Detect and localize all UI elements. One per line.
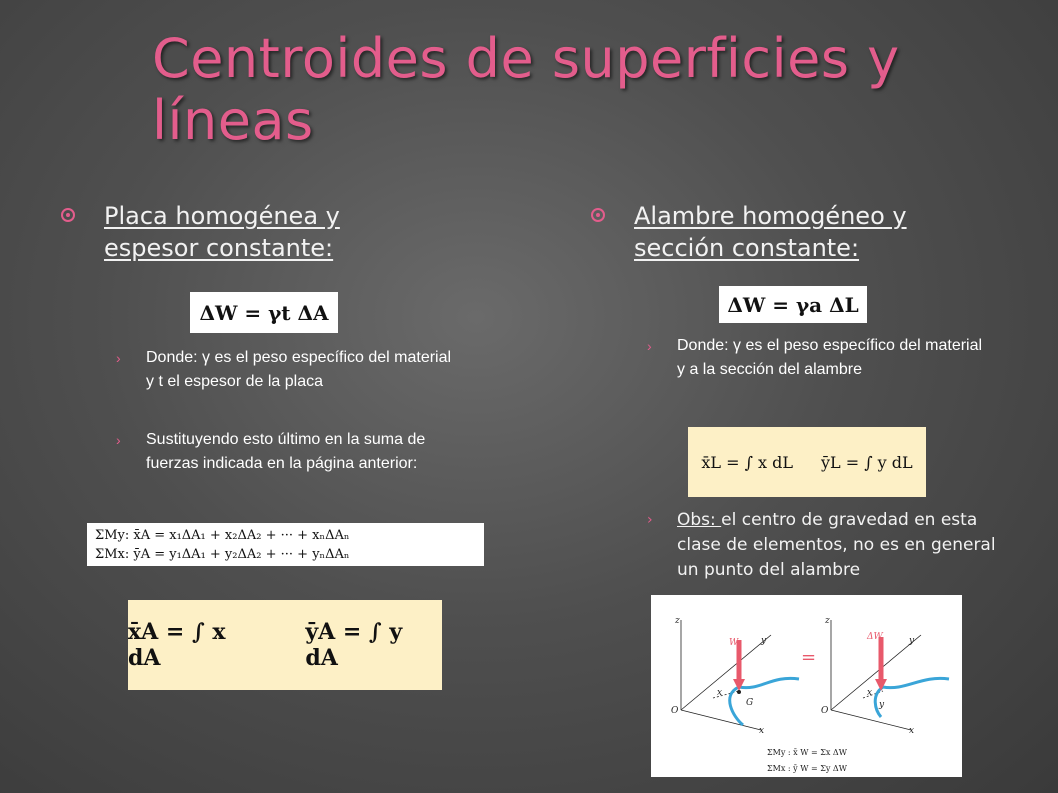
obs-text: el centro de gravedad en esta clase de elementos, no es en general un punto del alambre bbox=[677, 510, 996, 580]
fig-label-xbar2: x bbox=[867, 688, 873, 698]
sum-line-y: ΣMy: x̄A = x₁ΔA₁ + x₂ΔA₂ + ··· + xₙΔAₙ bbox=[95, 527, 350, 543]
fig-label-g: G bbox=[746, 698, 754, 708]
obs-label: Obs: bbox=[677, 510, 722, 530]
integral-xa: x̄A = ∫ x dA bbox=[128, 619, 226, 671]
fig-label-w: W bbox=[729, 638, 739, 648]
bullet-icon bbox=[591, 208, 605, 222]
left-sum-formula bbox=[87, 523, 484, 566]
right-integral-formula bbox=[688, 427, 926, 497]
left-item-2-text: Sustituyendo esto último en la suma de fuerzas indicada en la página anterior: bbox=[146, 431, 426, 472]
left-item-1 bbox=[116, 346, 456, 394]
fig-label-x2: x bbox=[909, 726, 915, 736]
wire-diagram bbox=[651, 595, 962, 777]
integral-ya: ȳA = ∫ y dA bbox=[305, 619, 403, 671]
fig-label-ybar2: y bbox=[879, 700, 885, 710]
fig-label-y2: y bbox=[909, 636, 915, 646]
left-formula-weight: ΔW = γt ΔA bbox=[190, 292, 338, 333]
fig-label-z2: z bbox=[825, 616, 830, 626]
right-heading bbox=[634, 200, 984, 264]
fig-label-o2: O bbox=[821, 706, 829, 716]
integral-xl: x̄L = ∫ x dL bbox=[701, 452, 793, 472]
chevron-right-icon: › bbox=[116, 350, 121, 366]
fig-label-z1: z bbox=[675, 616, 680, 626]
bullet-icon bbox=[61, 208, 75, 222]
sum-line-x: ΣMx: ȳA = y₁ΔA₁ + y₂ΔA₂ + ··· + yₙΔAₙ bbox=[95, 546, 350, 562]
chevron-right-icon: › bbox=[116, 432, 121, 448]
fig-label-dw: ΔW bbox=[867, 632, 883, 642]
wire-centroid-figure bbox=[651, 595, 962, 777]
fig-label-x1: x bbox=[759, 726, 765, 736]
left-item-1-text: Donde: γ es el peso específico del material y t el espesor de la placa bbox=[146, 349, 452, 390]
right-item-1 bbox=[647, 334, 987, 382]
fig-label-o1: O bbox=[671, 706, 679, 716]
right-heading-text: Alambre homogéneo y sección constante: bbox=[634, 202, 907, 262]
fig-label-y1: y bbox=[761, 636, 767, 646]
right-formula-weight: ΔW = γa ΔL bbox=[719, 286, 867, 323]
slide-title: Centroides de superficies y líneas bbox=[152, 27, 900, 152]
left-item-2 bbox=[116, 428, 456, 476]
left-heading bbox=[104, 200, 424, 264]
right-obs bbox=[647, 508, 1007, 583]
fig-label-xbar1: x bbox=[717, 688, 723, 698]
fig-eq-1: ΣMy : x̄ W = Σx ΔW bbox=[767, 748, 847, 757]
right-item-1-text: Donde: γ es el peso específico del material y a la sección del alambre bbox=[677, 337, 983, 378]
left-heading-text: Placa homogénea y espesor constante: bbox=[104, 202, 340, 262]
left-integral-formula bbox=[128, 600, 442, 690]
chevron-right-icon: › bbox=[647, 512, 653, 528]
fig-eq-2: ΣMx : ȳ W = Σy ΔW bbox=[767, 764, 847, 773]
fig-equals: = bbox=[801, 647, 817, 668]
integral-yl: ȳL = ∫ y dL bbox=[820, 452, 913, 472]
chevron-right-icon: › bbox=[647, 338, 652, 354]
